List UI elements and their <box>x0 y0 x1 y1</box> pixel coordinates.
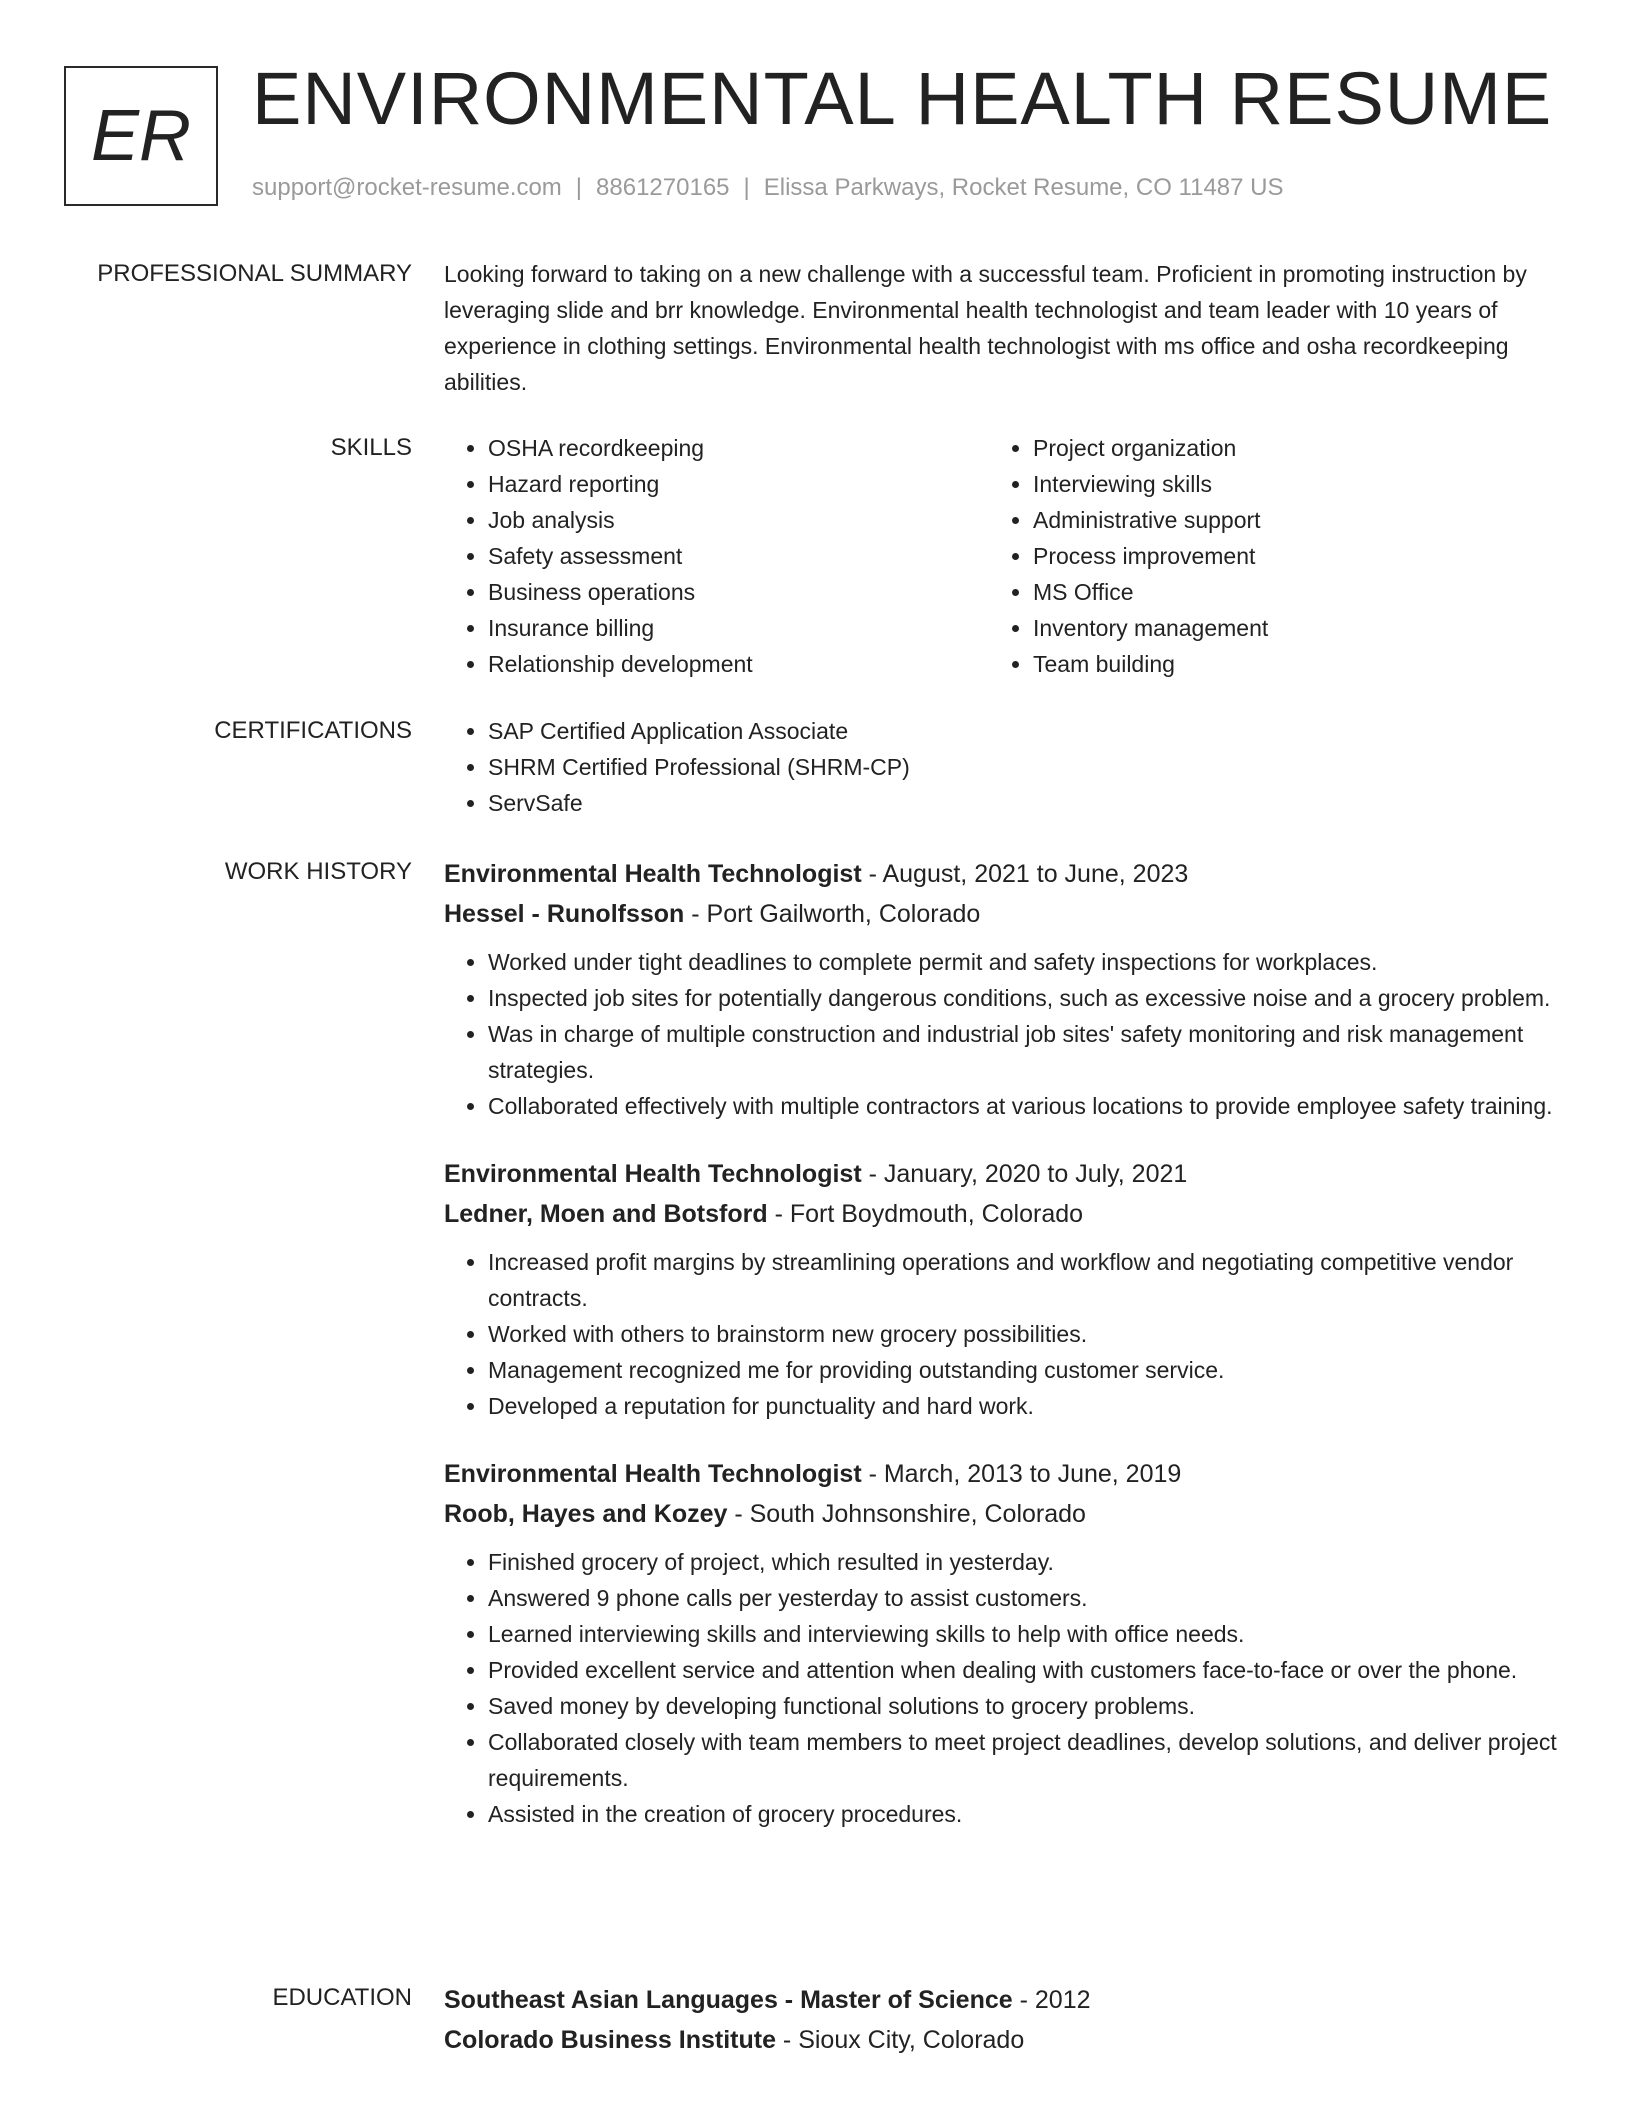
section-label-certifications: CERTIFICATIONS <box>214 717 412 744</box>
education-location: - Sioux City, Colorado <box>775 2026 1025 2054</box>
job-bullet: • Learned interviewing skills and interviewing skills to help with office needs. <box>488 1616 1564 1652</box>
job-bullets <box>444 944 1564 1124</box>
job-bullet: • Collaborated effectively with multiple contractors at various locations to provide employee safety training. <box>488 1088 1564 1124</box>
skill-item: • Job analysis <box>488 502 984 538</box>
education-year: - 2012 <box>1012 1986 1091 2014</box>
job-entry <box>444 1454 1564 1832</box>
job-location: - South Johnsonshire, Colorado <box>727 1500 1086 1528</box>
monogram-logo: ER <box>64 66 218 206</box>
job-title: Environmental Health Technologist <box>444 1160 862 1188</box>
section-label-education: EDUCATION <box>272 1984 412 2011</box>
skill-item: • Hazard reporting <box>488 466 984 502</box>
section-label-work-history: WORK HISTORY <box>224 858 412 885</box>
skill-item: • Interviewing skills <box>1033 466 1529 502</box>
job-bullet: • Inspected job sites for potentially dangerous conditions, such as excessive noise and a grocery problem. <box>488 980 1564 1016</box>
job-bullet: • Provided excellent service and attention when dealing with customers face-to-face or over the phone. <box>488 1652 1564 1688</box>
job-company: Hessel - Runolfsson <box>444 900 685 928</box>
job-bullet: • Developed a reputation for punctuality and hard work. <box>488 1388 1564 1424</box>
job-bullet: • Worked with others to brainstorm new grocery possibilities. <box>488 1316 1564 1352</box>
certification-item: • SAP Certified Application Associate <box>488 713 1564 749</box>
job-title: Environmental Health Technologist <box>444 860 862 888</box>
skill-item: • OSHA recordkeeping <box>488 430 984 466</box>
skills-list-left <box>444 430 984 682</box>
job-dates: - January, 2020 to July, 2021 <box>861 1160 1188 1188</box>
resume-title: ENVIRONMENTAL HEALTH RESUME <box>252 57 1553 140</box>
certifications-list <box>444 713 1564 821</box>
job-bullet: • Assisted in the creation of grocery procedures. <box>488 1796 1564 1832</box>
job-dates: - March, 2013 to June, 2019 <box>861 1460 1182 1488</box>
education-school: Colorado Business Institute <box>444 2026 776 2054</box>
contact-address: Elissa Parkways, Rocket Resume, CO 11487 US <box>763 174 1284 201</box>
education-degree: Southeast Asian Languages - Master of Science <box>444 1986 1013 2014</box>
job-bullet: • Was in charge of multiple construction and industrial job sites' safety monitoring and risk management strategies. <box>488 1016 1564 1088</box>
skill-item: • Safety assessment <box>488 538 984 574</box>
summary-text: Looking forward to taking on a new challenge with a successful team. Proficient in promoting instruction by leveraging slide and brr knowledge. Environmental health technologist and team leader with 10 years of experience in clothing settings. Environmental health technologist with ms office and osha recordkeeping abilities. <box>444 261 1527 395</box>
job-company: Roob, Hayes and Kozey <box>444 1500 728 1528</box>
skill-item: • Project organization <box>1033 430 1529 466</box>
job-bullet: • Worked under tight deadlines to complete permit and safety inspections for workplaces. <box>488 944 1564 980</box>
job-entry <box>444 1154 1564 1424</box>
job-title: Environmental Health Technologist <box>444 1460 862 1488</box>
contact-separator: | <box>743 174 750 201</box>
contact-email[interactable]: support@rocket-resume.com <box>252 174 562 201</box>
skill-item: • Inventory management <box>1033 610 1529 646</box>
job-bullet: • Answered 9 phone calls per yesterday to assist customers. <box>488 1580 1564 1616</box>
job-bullet: • Finished grocery of project, which resulted in yesterday. <box>488 1544 1564 1580</box>
job-bullet: • Management recognized me for providing outstanding customer service. <box>488 1352 1564 1388</box>
contact-line <box>252 174 1284 202</box>
section-label-skills: SKILLS <box>330 434 412 461</box>
skills-list-right <box>989 430 1529 682</box>
job-location: - Port Gailworth, Colorado <box>684 900 981 928</box>
skill-item: • Business operations <box>488 574 984 610</box>
skill-item: • Insurance billing <box>488 610 984 646</box>
job-company: Ledner, Moen and Botsford <box>444 1200 768 1228</box>
job-bullet: • Increased profit margins by streamlining operations and workflow and negotiating competitive vendor contracts. <box>488 1244 1564 1316</box>
job-dates: - August, 2021 to June, 2023 <box>861 860 1189 888</box>
job-bullets <box>444 1244 1564 1424</box>
job-entry <box>444 854 1564 1124</box>
job-bullet: • Saved money by developing functional solutions to grocery problems. <box>488 1688 1564 1724</box>
job-bullets <box>444 1544 1564 1832</box>
skill-item: • Administrative support <box>1033 502 1529 538</box>
job-location: - Fort Boydmouth, Colorado <box>767 1200 1084 1228</box>
job-bullet: • Collaborated closely with team members to meet project deadlines, develop solutions, and deliver project requirements. <box>488 1724 1564 1796</box>
certification-item: • SHRM Certified Professional (SHRM-CP) <box>488 749 1564 785</box>
skill-item: • Process improvement <box>1033 538 1529 574</box>
skill-item: • Relationship development <box>488 646 984 682</box>
contact-phone: 8861270165 <box>596 174 730 201</box>
certification-item: • ServSafe <box>488 785 1564 821</box>
contact-separator: | <box>575 174 583 201</box>
skill-item: • Team building <box>1033 646 1529 682</box>
section-label-summary: PROFESSIONAL SUMMARY <box>97 260 412 287</box>
skill-item: • MS Office <box>1033 574 1529 610</box>
